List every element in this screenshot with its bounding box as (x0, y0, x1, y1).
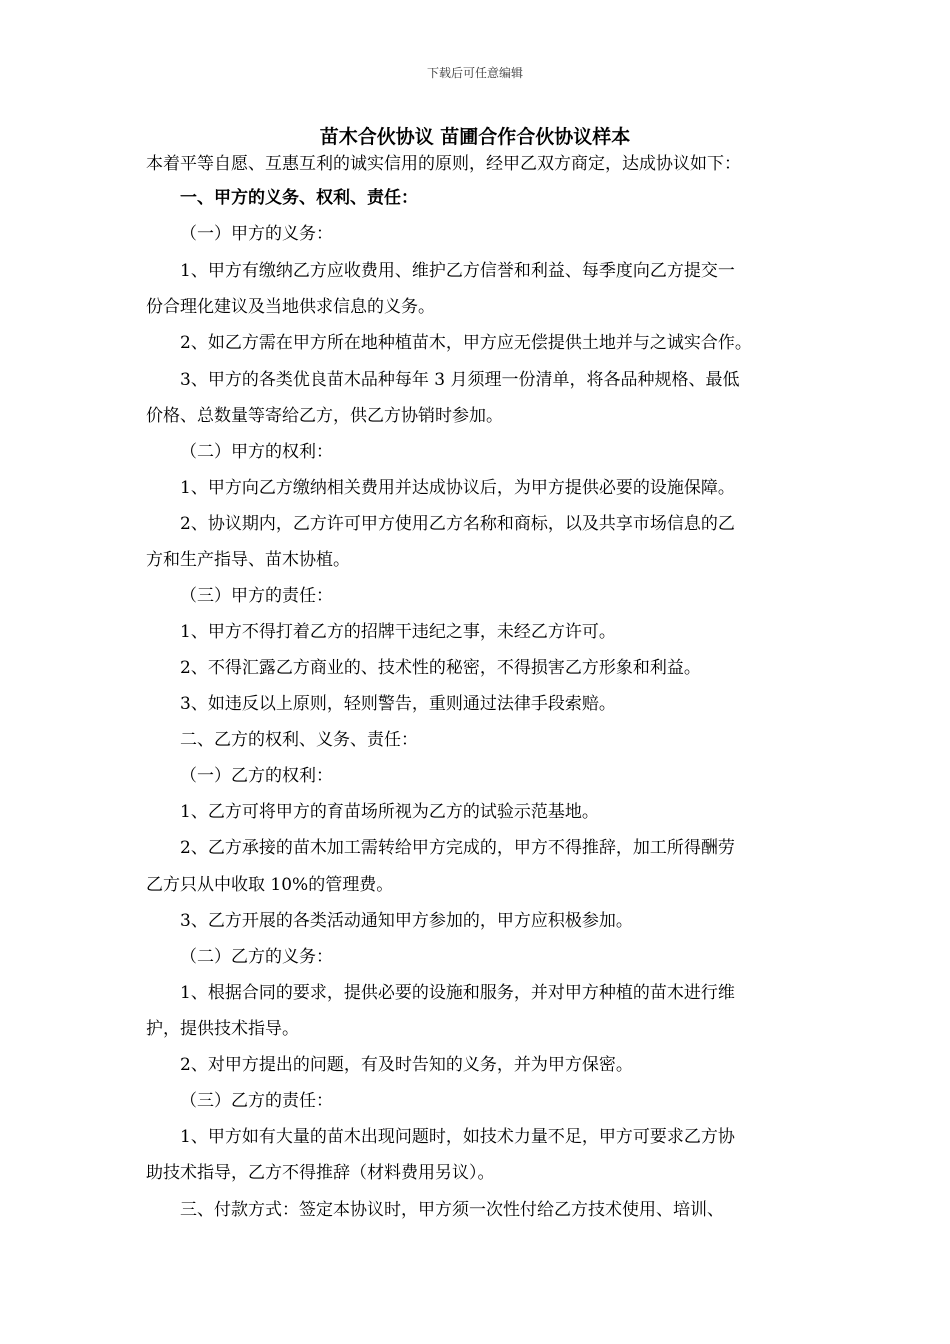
body-line: 3、乙方开展的各类活动通知甲方参加的，甲方应积极参加。 (180, 911, 633, 931)
body-line: 1、甲方如有大量的苗木出现问题时，如技术力量不足，甲方可要求乙方协 (180, 1127, 735, 1147)
body-line: 份合理化建议及当地供求信息的义务。 (146, 297, 435, 317)
body-line: 1、乙方可将甲方的育苗场所视为乙方的试验示范基地。 (180, 802, 599, 822)
body-line: 价格、总数量等寄给乙方，供乙方协销时参加。 (146, 406, 503, 426)
body-line: 2、对甲方提出的问题，有及时告知的义务，并为甲方保密。 (180, 1055, 633, 1075)
header-note: 下载后可任意编辑 (426, 66, 523, 80)
subsection-heading: （二）乙方的义务： (180, 947, 333, 967)
body-line: 2、乙方承接的苗木加工需转给甲方完成的，甲方不得推辞，加工所得酬劳 (180, 838, 735, 858)
body-line: 1、甲方向乙方缴纳相关费用并达成协议后，为甲方提供必要的设施保障。 (180, 478, 735, 498)
body-line: 方和生产指导、苗木协植。 (146, 550, 350, 570)
body-line: 乙方只从中收取 10%的管理费。 (146, 875, 394, 895)
body-line: 2、协议期内，乙方许可甲方使用乙方名称和商标，以及共享市场信息的乙 (180, 514, 735, 534)
subsection-heading: （一）乙方的权利： (180, 766, 333, 786)
body-line: 3、如违反以上原则，轻则警告，重则通过法律手段索赔。 (180, 694, 616, 714)
body-line: 2、不得汇露乙方商业的、技术性的秘密，不得损害乙方形象和利益。 (180, 658, 701, 678)
body-line: 1、甲方不得打着乙方的招牌干违纪之事，未经乙方许可。 (180, 622, 616, 642)
body-line: 3、甲方的各类优良苗木品种每年 3 月须理一份清单，将各品种规格、最低 (180, 370, 740, 390)
body-line: 2、如乙方需在甲方所在地种植苗木，甲方应无偿提供土地并与之诚实合作。 (180, 333, 752, 353)
body-line: 本着平等自愿、互惠互利的诚实信用的原则，经甲乙双方商定，达成协议如下： (146, 154, 741, 174)
subsection-heading: （三）甲方的责任： (180, 586, 333, 606)
body-line: 助技术指导，乙方不得推辞（材料费用另议）。 (146, 1163, 495, 1183)
document-title: 苗木合伙协议 苗圃合作合伙协议样本 (319, 126, 631, 148)
subsection-heading: （一）甲方的义务： (180, 224, 333, 244)
section-heading: 三、付款方式：签定本协议时，甲方须一次性付给乙方技术使用、培训、 (180, 1200, 724, 1220)
body-line: 护，提供技术指导。 (146, 1019, 299, 1039)
section-heading: 二、乙方的权利、义务、责任： (180, 730, 418, 750)
section-heading: 一、甲方的义务、权利、责任： (180, 188, 418, 208)
subsection-heading: （二）甲方的权利： (180, 442, 333, 462)
body-line: 1、甲方有缴纳乙方应收费用、维护乙方信誉和利益、每季度向乙方提交一 (180, 261, 735, 281)
body-line: 1、根据合同的要求，提供必要的设施和服务，并对甲方种植的苗木进行维 (180, 983, 735, 1003)
subsection-heading: （三）乙方的责任： (180, 1091, 333, 1111)
